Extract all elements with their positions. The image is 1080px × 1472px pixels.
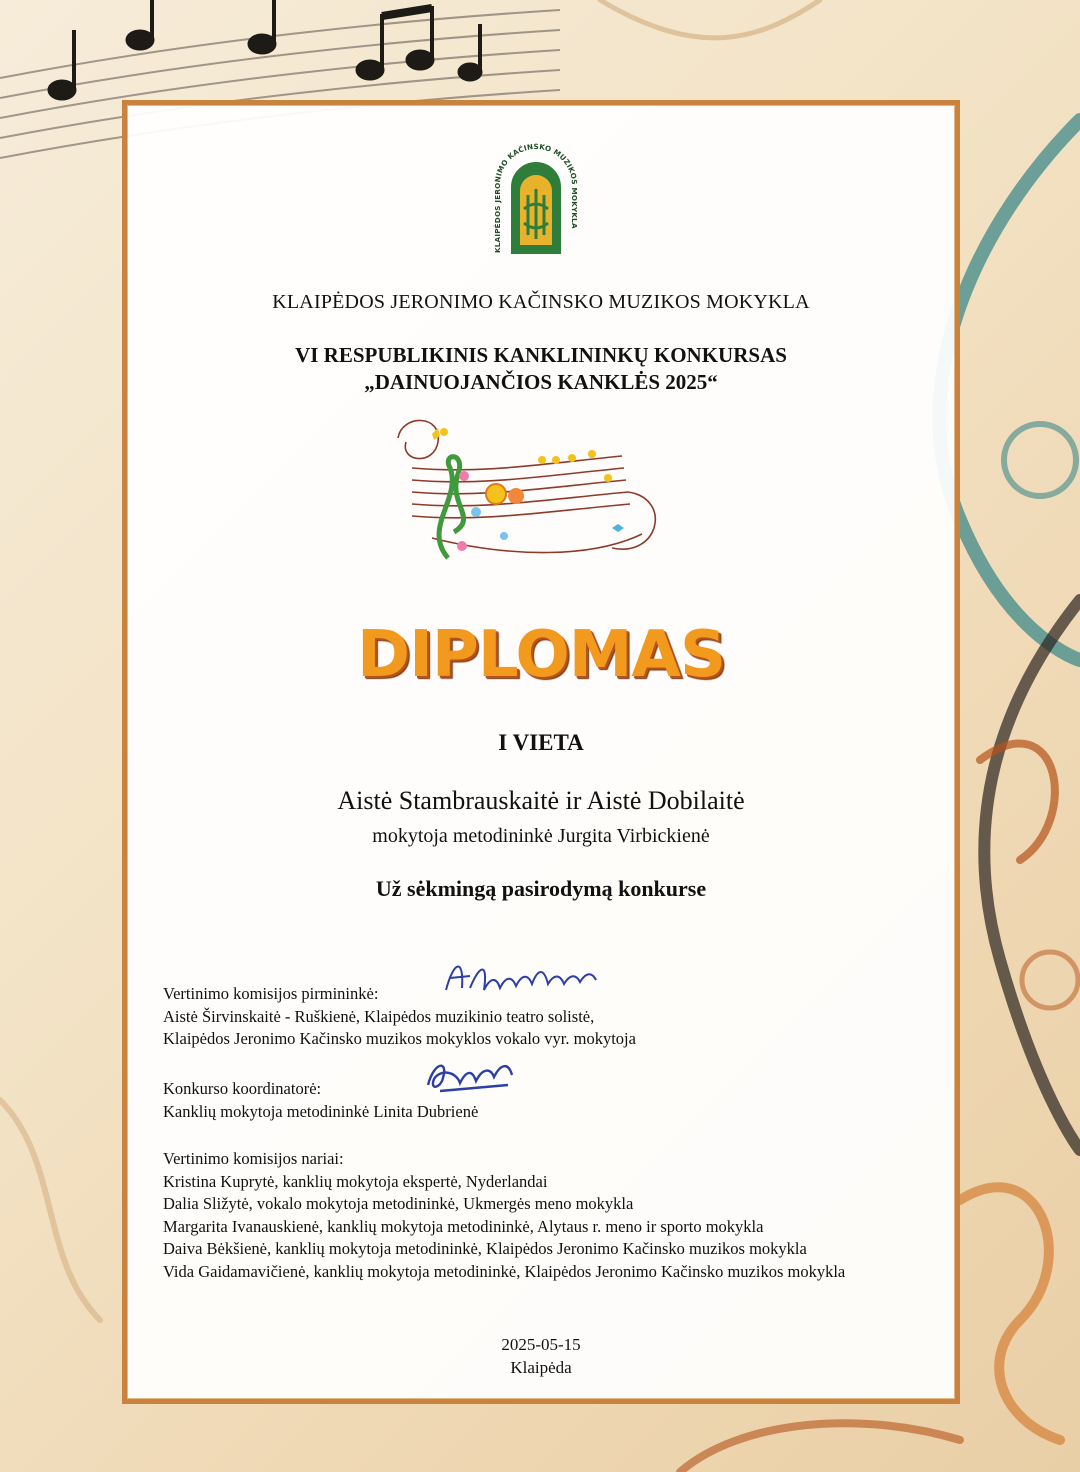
music-notes-icon — [48, 0, 482, 100]
school-name: KLAIPĖDOS JERONIMO KAČINSKO MUZIKOS MOKYKLA — [272, 291, 810, 313]
music-staff-illustration — [392, 408, 672, 568]
diploma-title: DIPLOMAS — [356, 618, 726, 692]
issue-date: 2025-05-15 — [501, 1335, 581, 1354]
contest-title — [122, 342, 960, 396]
recipient-names: Aistė Stambrauskaitė ir Aistė Dobilaitė — [337, 786, 745, 815]
contest-title-line2: „DAINUOJANČIOS KANKLĖS 2025“ — [364, 370, 718, 394]
jury-members-label: Vertinimo komisijos nariai: — [163, 1149, 344, 1168]
coordinator-line1: Kanklių mokytoja metodininkė Linita Dubrienė — [163, 1101, 479, 1121]
jury-member-item: Daiva Bėkšienė, kanklių mokytoja metodininkė, Klaipėdos Jeronimo Kačinsko muzikos mokykla — [163, 1239, 807, 1258]
award-reason: Už sėkmingą pasirodymą konkurse — [375, 876, 707, 901]
jury-member-item: Vida Gaidamavičienė, kanklių mokytoja metodininkė, Klaipėdos Jeronimo Kačinsko muzikos mokykla — [163, 1261, 846, 1281]
jury-chair-line2: Klaipėdos Jeronimo Kačinsko muzikos mokyklos vokalo vyr. mokytoja — [163, 1029, 636, 1048]
jury-chair-signature — [440, 950, 600, 1002]
date-place — [122, 1333, 960, 1379]
school-logo — [486, 135, 586, 260]
jury-chair-line1: Aistė Širvinskaitė - Ruškienė, Klaipėdos muzikinio teatro solistė, — [163, 1006, 595, 1026]
logo-ring-text: KLAIPĖDOS JERONIMO KAČINSKO MUZIKOS MOKYKLA — [493, 141, 580, 253]
jury-member-item: Dalia Sližytė, vokalo mokytoja metodininkė, Ukmergės meno mokykla — [163, 1194, 634, 1213]
jury-member-item: Margarita Ivanauskienė, kanklių mokytoja metodininkė, Alytaus r. meno ir sporto mokykla — [163, 1216, 764, 1236]
jury-member-item: Kristina Kuprytė, kanklių mokytoja ekspertė, Nyderlandai — [163, 1171, 548, 1191]
award-place: I VIETA — [498, 730, 584, 755]
jury-members-section — [163, 1148, 933, 1283]
jury-chair-label: Vertinimo komisijos pirmininkė: — [163, 984, 379, 1003]
coordinator-signature — [420, 1055, 520, 1095]
contest-title-line1: VI RESPUBLIKINIS KANKLININKŲ KONKURSAS — [295, 343, 787, 367]
coordinator-label: Konkurso koordinatorė: — [163, 1079, 322, 1098]
teacher-name: mokytoja metodininkė Jurgita Virbickienė — [372, 825, 710, 847]
issue-city: Klaipėda — [510, 1358, 572, 1377]
